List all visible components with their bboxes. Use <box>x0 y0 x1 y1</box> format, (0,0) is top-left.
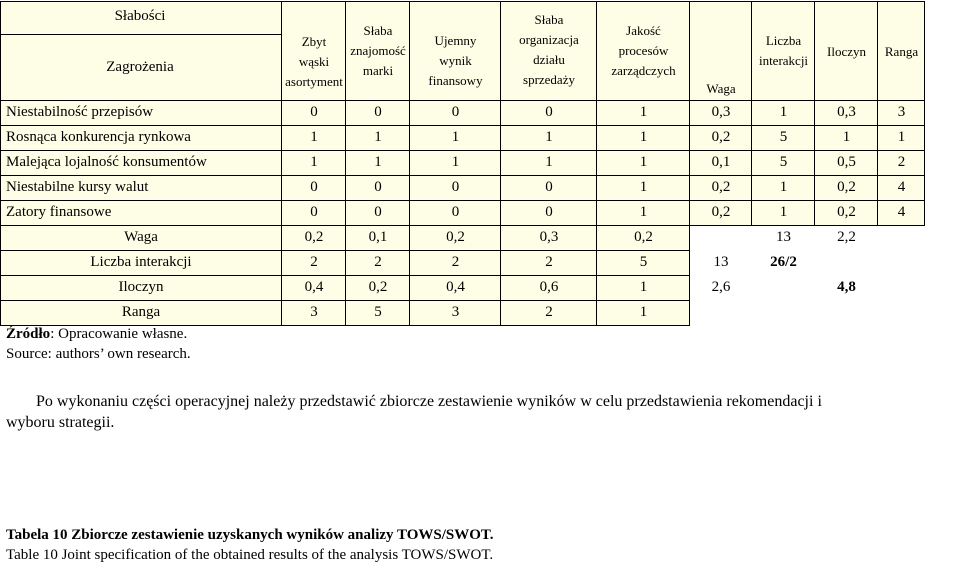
column-header-line: interakcji <box>758 53 809 68</box>
column-header-line: znajomość <box>350 43 406 58</box>
cell-value: 0 <box>545 179 553 195</box>
threat-row-label: Zatory finansowe <box>6 204 112 220</box>
cell-value: 1 <box>451 154 460 170</box>
caption-en: Table 10 Joint specification of the obtained results of the analysis TOWS/SWOT. <box>6 547 494 563</box>
cell-value: 1 <box>639 279 648 295</box>
corner-label-threats: Zagrożenia <box>106 59 174 75</box>
cell-value: 1 <box>639 304 648 320</box>
source-line-en: Source: authors’ own research. <box>6 346 191 362</box>
cell-value: 2,6 <box>711 279 731 295</box>
cell-value: 3 <box>451 304 460 320</box>
cell-value: 0,4 <box>304 279 324 295</box>
cell-value: 0,5 <box>837 154 856 170</box>
cell-value: 0,2 <box>446 229 465 245</box>
cell-value: 0 <box>374 179 382 195</box>
column-header-line: Słaba <box>534 12 564 27</box>
summary-row-label: Iloczyn <box>118 279 164 295</box>
cell-value: 1 <box>779 104 788 120</box>
cell-value: 2 <box>310 254 318 270</box>
paragraph-line-1: Po wykonaniu części operacyjnej należy przedstawić zbiorcze zestawienie wyników w celu przedstawienia rekomendacji i <box>36 393 822 410</box>
cell-value: 1 <box>779 204 788 220</box>
cell-value: 0,1 <box>368 229 388 245</box>
cell-value: 0 <box>310 179 318 195</box>
cell-value: 1 <box>639 104 648 120</box>
cell-value: 0 <box>451 104 460 120</box>
column-header-label <box>827 42 866 62</box>
cell-value: 0 <box>374 204 382 220</box>
cell-value: 1 <box>374 129 382 145</box>
cell-value: 1 <box>639 154 648 170</box>
column-header-label <box>885 42 918 62</box>
cell-value: 0 <box>310 204 318 220</box>
column-header-line: finansowy <box>428 73 483 88</box>
cell-value: 1 <box>639 179 648 195</box>
cell-value: 4 <box>897 179 906 195</box>
column-header-label <box>759 31 808 71</box>
cell-value: 2 <box>374 254 382 270</box>
threat-row-label: Rosnąca konkurencja rynkowa <box>6 129 191 145</box>
summary-row-label: Liczba interakcji <box>90 254 192 270</box>
cell-value: 2 <box>545 254 553 270</box>
cell-value: 0 <box>374 104 382 120</box>
cell-value: 0,4 <box>446 279 465 295</box>
column-header-label <box>706 79 735 99</box>
cell-value: 4,8 <box>837 279 856 295</box>
cell-value: 0 <box>545 104 553 120</box>
cell-value: 3 <box>897 104 906 120</box>
source-line-pl <box>6 326 187 343</box>
cell-value: 1 <box>779 179 788 195</box>
cell-value: 1 <box>545 129 553 145</box>
caption-pl: Tabela 10 Zbiorcze zestawienie uzyskanych wyników analizy TOWS/SWOT. <box>6 527 494 543</box>
summary-row-label: Waga <box>124 229 158 245</box>
cell-value: 0,2 <box>368 279 388 295</box>
cell-value: 0,2 <box>711 179 731 195</box>
cell-value: 13 <box>776 229 791 245</box>
cell-value: 0,3 <box>539 229 559 245</box>
cell-value: 0,2 <box>634 229 653 245</box>
cell-value: 0 <box>451 179 460 195</box>
cell-value: 1 <box>639 129 648 145</box>
cell-value: 0 <box>545 204 553 220</box>
column-header-label <box>285 32 343 92</box>
column-header-line: działu <box>533 52 565 67</box>
paragraph-line-2: wyboru strategii. <box>6 414 115 431</box>
cell-value: 5 <box>639 254 648 270</box>
column-header-line: Iloczyn <box>827 44 866 59</box>
cell-value: 0,1 <box>711 154 731 170</box>
source-text-pl: : Opracowanie własne. <box>50 326 188 342</box>
cell-value: 2 <box>897 154 906 170</box>
cell-value: 1 <box>310 129 318 145</box>
column-header-line: Liczba <box>765 33 802 48</box>
cell-value: 1 <box>842 129 851 145</box>
cell-value: 1 <box>451 129 460 145</box>
cell-value: 13 <box>713 254 729 270</box>
cell-value: 2,2 <box>837 229 856 245</box>
cell-value: 4 <box>897 204 906 220</box>
cell-value: 1 <box>374 154 382 170</box>
column-header-line: marki <box>362 63 394 78</box>
threat-row-label: Malejąca lojalność konsumentów <box>6 154 207 170</box>
column-header-label <box>519 10 579 90</box>
column-header-line: Słaba <box>363 23 393 38</box>
cell-value: 0,2 <box>304 229 324 245</box>
column-header-label <box>611 21 675 81</box>
summary-row-label: Ranga <box>121 304 161 320</box>
cell-value: 1 <box>897 129 906 145</box>
column-header-line: organizacja <box>519 32 579 47</box>
source-label: Źródło <box>6 326 51 342</box>
cell-value: 3 <box>310 304 318 320</box>
column-header-line: zarządczych <box>611 63 676 78</box>
column-header-label <box>350 21 406 81</box>
column-header-line: Ujemny wynik <box>434 33 477 68</box>
cell-value: 0,6 <box>539 279 559 295</box>
cell-value: 5 <box>779 129 788 145</box>
cell-value: 0,3 <box>711 104 731 120</box>
cell-value: 1 <box>639 204 648 220</box>
cell-value: 0,2 <box>711 129 731 145</box>
column-header-line: sprzedaży <box>523 72 575 87</box>
column-header-line: procesów <box>618 43 669 58</box>
column-header-line: Zbyt wąski <box>298 34 330 69</box>
cell-value: 2 <box>545 304 553 320</box>
column-header-line: Jakość <box>626 23 661 38</box>
threat-row-label: Niestabilne kursy walut <box>6 179 149 195</box>
column-header-line: Ranga <box>884 44 919 59</box>
cell-value: 0 <box>451 204 460 220</box>
corner-label-weaknesses: Słabości <box>114 8 166 24</box>
threat-row-label: Niestabilność przepisów <box>6 104 154 120</box>
cell-value: 0,2 <box>837 204 856 220</box>
cell-value: 0,2 <box>711 204 731 220</box>
cell-value: 26/2 <box>770 254 797 270</box>
cell-value: 5 <box>374 304 382 320</box>
column-header-label <box>428 31 482 91</box>
cell-value: 2 <box>451 254 460 270</box>
cell-value: 0 <box>310 104 318 120</box>
cell-value: 5 <box>779 154 788 170</box>
column-header-line: asortyment <box>285 74 343 89</box>
cell-value: 1 <box>310 154 318 170</box>
cell-value: 1 <box>545 154 553 170</box>
cell-value: 0,2 <box>837 179 856 195</box>
cell-value: 0,3 <box>837 104 856 120</box>
column-header-line: Waga <box>706 81 736 96</box>
